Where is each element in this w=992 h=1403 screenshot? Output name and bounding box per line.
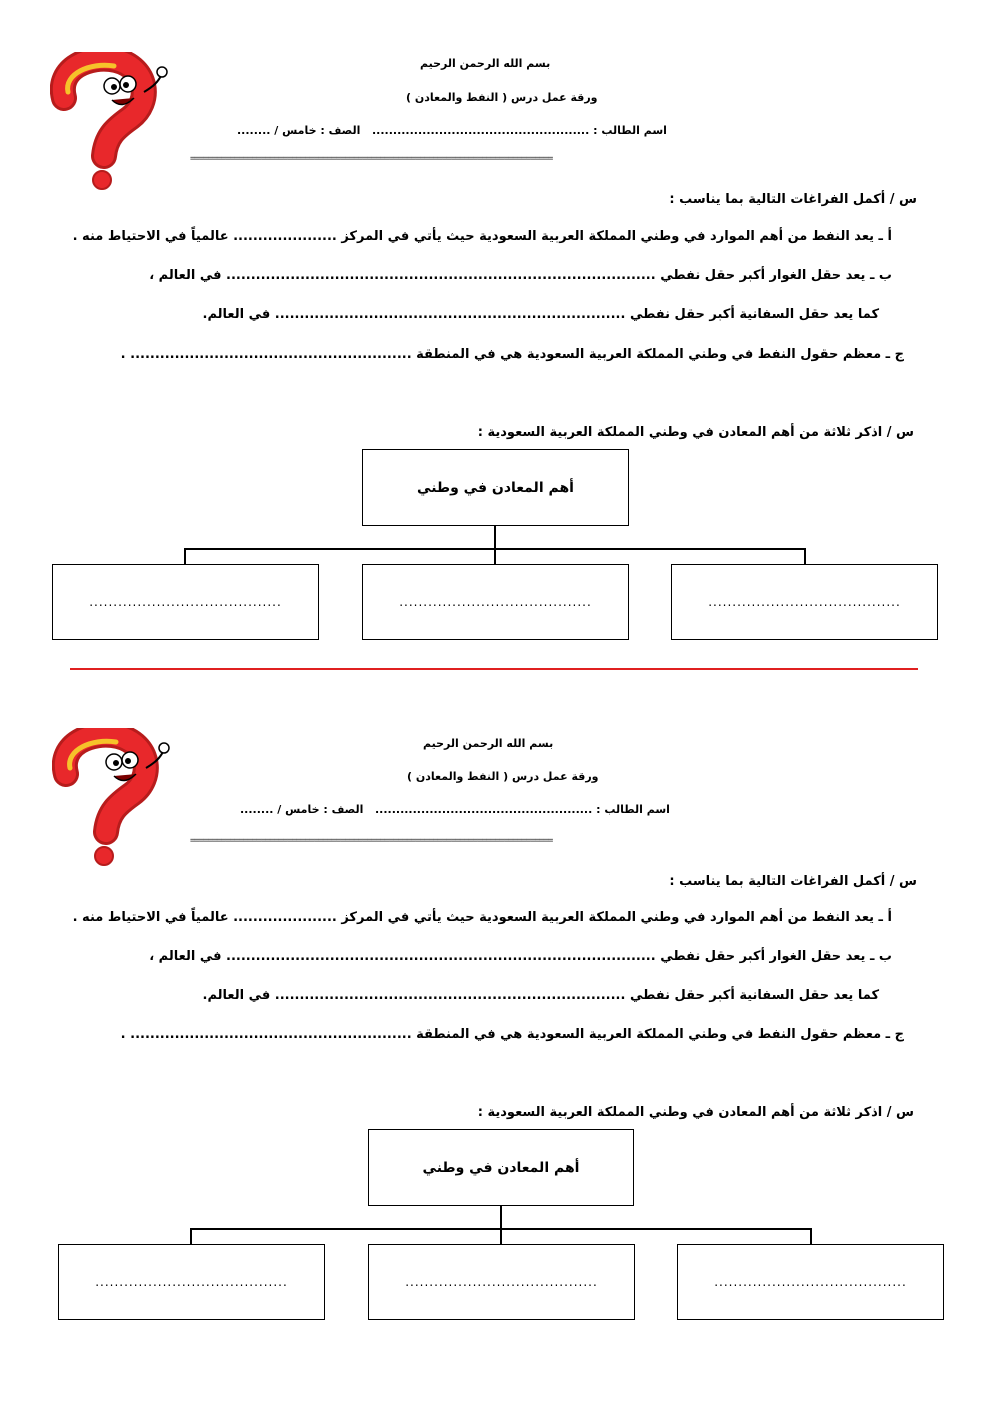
q1-line-c[interactable]: ج ـ معظم حقول النفط في وطني المملكة العربية السعودية هي في المنطقة ......................................................... . xyxy=(120,347,904,362)
q1-line-a[interactable]: أ ـ يعد النفط من أهم الموارد في وطني المملكة العربية السعودية حيث يأتي في المركز ..................... عالمياً في الاحتياط منه . xyxy=(72,910,892,925)
mineral-answer-box-2[interactable] xyxy=(368,1244,635,1320)
minerals-root-label: أهم المعادن في وطني xyxy=(422,1159,580,1176)
tree-connector xyxy=(494,526,496,549)
mineral-answer-box-1[interactable] xyxy=(58,1244,325,1320)
mineral-answer-blank[interactable]: ........................................ xyxy=(714,1275,907,1289)
q1-prompt: س / أكمل الفراغات التالية بما يناسب : xyxy=(669,192,917,207)
question-mark-mascot-icon xyxy=(52,728,172,868)
tree-connector xyxy=(500,1206,502,1229)
q1-line-b[interactable]: ب ـ يعد حقل الغوار أكبر حقل نفطي ....................................................................................... في العالم ، xyxy=(149,268,892,283)
tree-connector xyxy=(500,1228,502,1244)
tree-connector xyxy=(494,548,496,564)
q2-prompt: س / اذكر ثلاثة من أهم المعادن في وطني المملكة العربية السعودية : xyxy=(477,425,914,440)
mineral-answer-box-1[interactable] xyxy=(52,564,319,640)
mineral-answer-box-3[interactable] xyxy=(677,1244,944,1320)
q1-line-b2[interactable]: كما يعد حقل السفانية أكبر حقل نفطي ....................................................................... في العالم. xyxy=(202,988,879,1003)
mineral-answer-blank[interactable]: ........................................ xyxy=(89,595,282,609)
tree-connector xyxy=(190,1228,192,1244)
q2-prompt: س / اذكر ثلاثة من أهم المعادن في وطني المملكة العربية السعودية : xyxy=(477,1105,914,1120)
minerals-root-box xyxy=(362,449,629,526)
basmala: بسم الله الرحمن الرحيم xyxy=(420,57,551,70)
q1-line-a[interactable]: أ ـ يعد النفط من أهم الموارد في وطني المملكة العربية السعودية حيث يأتي في المركز ..................... عالمياً في الاحتياط منه . xyxy=(72,229,892,244)
mineral-answer-box-2[interactable] xyxy=(362,564,629,640)
q1-line-b[interactable]: ب ـ يعد حقل الغوار أكبر حقل نفطي ....................................................................................... في العالم ، xyxy=(149,949,892,964)
grade-field[interactable]: الصف : خامس / ........ xyxy=(240,803,364,816)
minerals-root-box xyxy=(368,1129,634,1206)
separator: ================================================================================== xyxy=(190,154,553,164)
red-divider xyxy=(70,668,918,670)
mineral-answer-box-3[interactable] xyxy=(671,564,938,640)
tree-connector xyxy=(184,548,186,564)
question-mark-mascot-icon xyxy=(50,52,170,192)
separator: ================================================================================== xyxy=(190,836,553,846)
minerals-root-label: أهم المعادن في وطني xyxy=(417,479,574,496)
worksheet-title: ورقة عمل درس ( النفط والمعادن ) xyxy=(407,770,599,783)
mineral-answer-blank[interactable]: ........................................ xyxy=(708,595,901,609)
student-name-field[interactable]: اسم الطالب : .................................................... xyxy=(375,803,670,816)
tree-connector xyxy=(804,548,806,564)
tree-connector xyxy=(810,1228,812,1244)
mineral-answer-blank[interactable]: ........................................ xyxy=(405,1275,598,1289)
student-name-field[interactable]: اسم الطالب : .................................................... xyxy=(372,124,667,137)
grade-field[interactable]: الصف : خامس / ........ xyxy=(237,124,361,137)
worksheet-title: ورقة عمل درس ( النفط والمعادن ) xyxy=(406,91,598,104)
q1-line-c[interactable]: ج ـ معظم حقول النفط في وطني المملكة العربية السعودية هي في المنطقة ......................................................... . xyxy=(120,1027,904,1042)
q1-prompt: س / أكمل الفراغات التالية بما يناسب : xyxy=(669,874,917,889)
mineral-answer-blank[interactable]: ........................................ xyxy=(399,595,592,609)
basmala: بسم الله الرحمن الرحيم xyxy=(423,737,554,750)
mineral-answer-blank[interactable]: ........................................ xyxy=(95,1275,288,1289)
q1-line-b2[interactable]: كما يعد حقل السفانية أكبر حقل نفطي ....................................................................... في العالم. xyxy=(202,307,879,322)
